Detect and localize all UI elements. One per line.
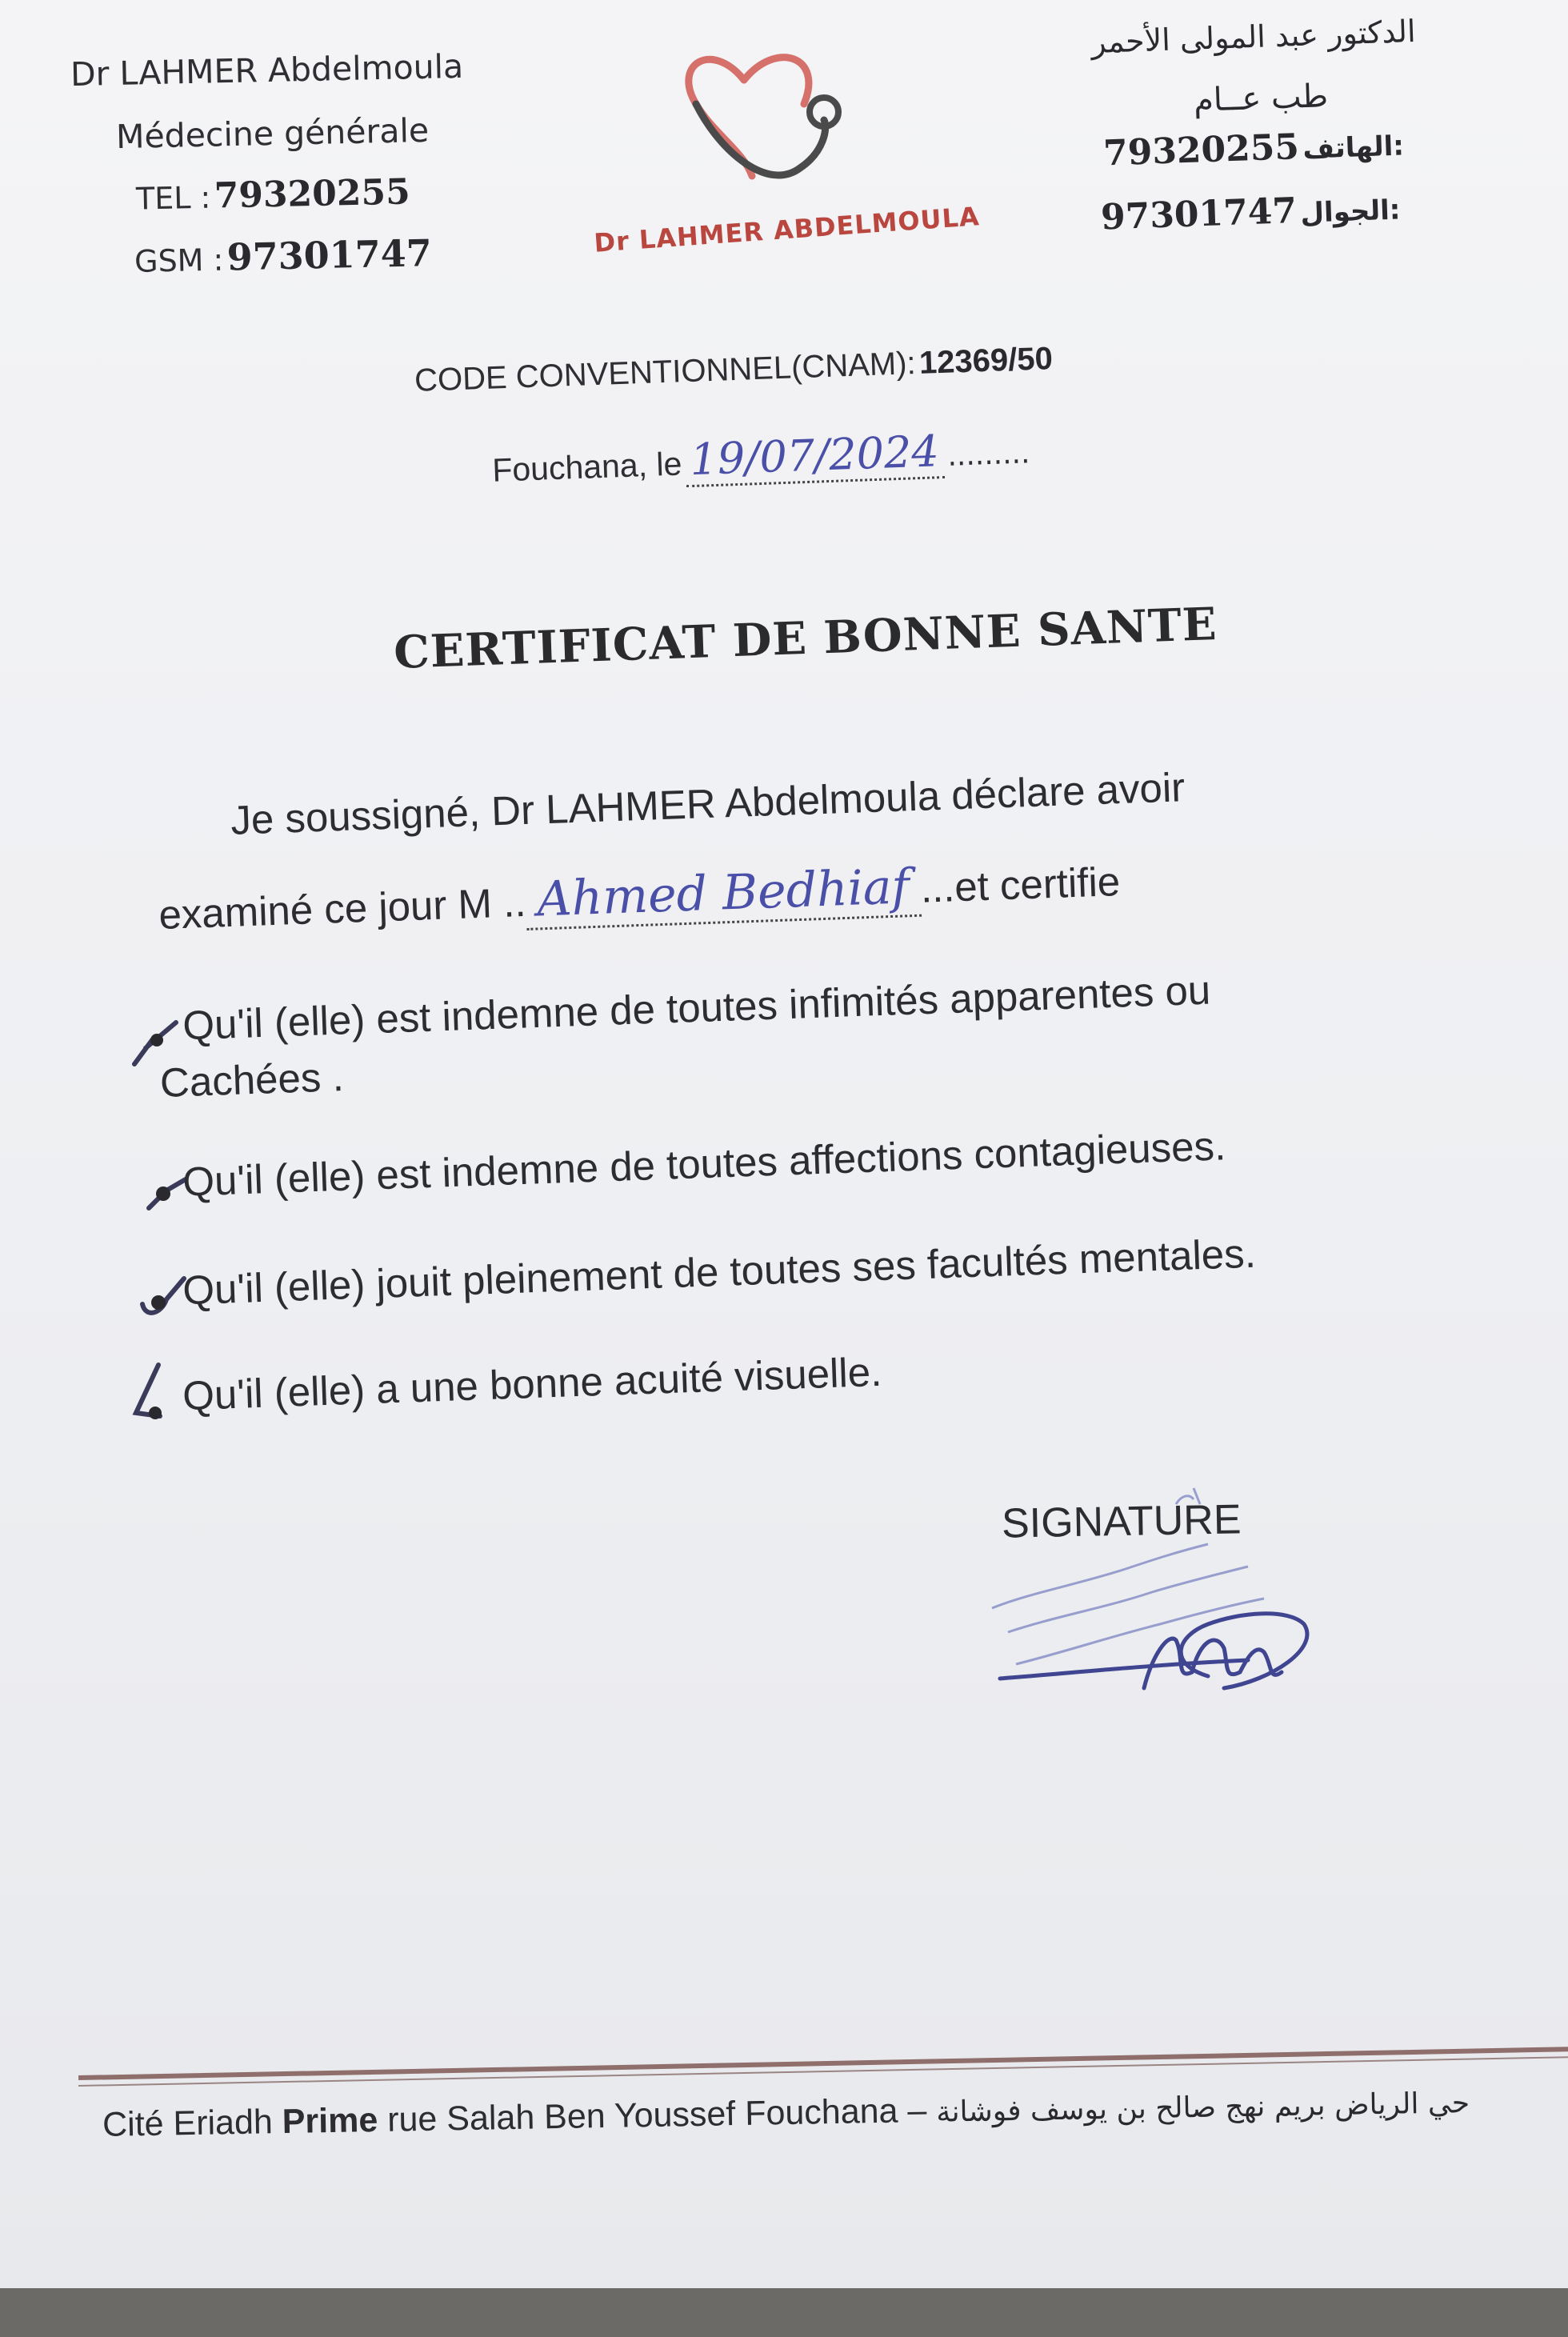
address-part-2: rue Salah Ben Youssef Fouchana – xyxy=(377,2091,937,2139)
body-line-2-suffix: ...et certifie xyxy=(919,858,1122,911)
check-item-1-cont: Cachées . xyxy=(159,1054,345,1106)
tel-line xyxy=(136,171,411,218)
tel-line-ar xyxy=(1102,122,1404,174)
check-item-4: Qu'il (elle) a une bonne acuité visuelle. xyxy=(182,1348,883,1419)
body-line-2 xyxy=(158,851,1121,941)
gsm-number-ar: 97301747 xyxy=(1099,190,1298,238)
doctor-stamp-signature xyxy=(984,1472,1336,1728)
check-mark-icon xyxy=(128,1360,184,1424)
address-bold: Prime xyxy=(282,2100,378,2141)
logo-text: Dr LAHMER ABDELMOULA xyxy=(593,201,981,258)
handwritten-patient-name: Ahmed Bedhiaf xyxy=(525,858,922,930)
specialty: Médecine générale xyxy=(115,110,430,157)
gsm-label: GSM : xyxy=(134,242,224,279)
tel-label: TEL : xyxy=(135,179,211,217)
gsm-line xyxy=(134,231,432,281)
check-item-3: Qu'il (elle) jouit pleinement de toutes ses facultés mentales. xyxy=(182,1230,1257,1314)
date-dots: ......... xyxy=(946,437,1030,473)
doctor-name: Dr LAHMER Abdelmoula xyxy=(70,46,464,94)
body-line-1: Je soussigné, Dr LAHMER Abdelmoula déclare avoir xyxy=(230,764,1186,843)
place-date xyxy=(491,422,1030,491)
cnam-value: 12369/50 xyxy=(918,341,1054,381)
specialty-ar: طب عــام xyxy=(1193,78,1329,119)
tel-label-ar: الهاتف: xyxy=(1302,130,1405,166)
certificate-title: CERTIFICAT DE BONNE SANTE xyxy=(393,598,1218,679)
place-label: Fouchana, le xyxy=(491,445,683,489)
address-part-1: Cité Eriadh xyxy=(102,2102,283,2144)
body-line-2-prefix: examiné ce jour M .. xyxy=(158,878,527,938)
stethoscope-heart-icon xyxy=(664,32,864,192)
cnam-label: CODE CONVENTIONNEL(CNAM): xyxy=(414,346,917,398)
signature-label: SIGNATURE xyxy=(1001,1496,1242,1547)
check-item-1: Qu'il (elle) est indemne de toutes infimités apparentes ou xyxy=(182,966,1212,1049)
tel-number-ar: 79320255 xyxy=(1102,126,1300,174)
check-item-2: Qu'il (elle) est indemne de toutes affections contagieuses. xyxy=(182,1122,1226,1205)
cnam-code xyxy=(414,341,1053,399)
gsm-line-ar xyxy=(1100,186,1401,238)
gsm-label-ar: الجوال: xyxy=(1299,194,1401,230)
handwritten-date: 19/07/2024 xyxy=(684,426,944,487)
gsm-number: 97301747 xyxy=(226,231,433,279)
address-ar: حي الرياض بريم نهج صالح بن يوسف فوشانة xyxy=(935,2087,1470,2129)
footer-rule xyxy=(78,2047,1568,2080)
tel-number: 79320255 xyxy=(214,171,411,217)
footer-address xyxy=(102,2082,1470,2145)
doctor-name-ar: الدكتور عبد المولى الأحمر xyxy=(1090,13,1417,61)
